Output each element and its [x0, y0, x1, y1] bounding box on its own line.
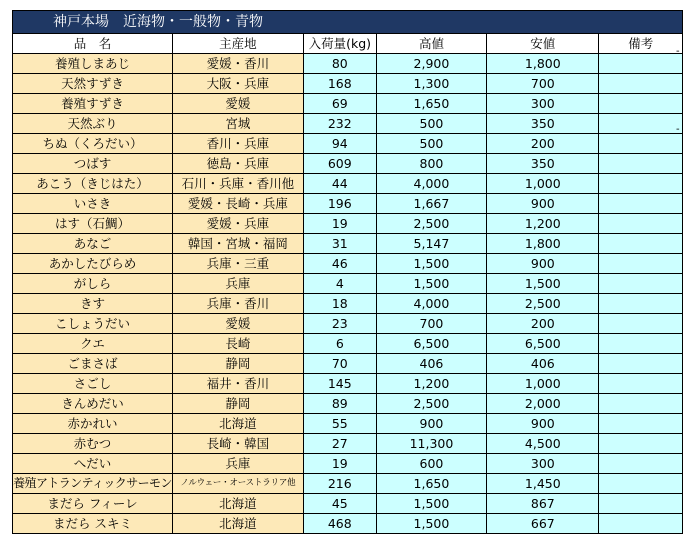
table-row	[13, 374, 683, 394]
cell-name: まだら スキミ	[13, 514, 173, 534]
cell-origin: 宮城	[172, 114, 303, 134]
cell-high-price: 1,200	[376, 374, 486, 394]
cell-note	[599, 414, 683, 434]
cell-qty: 4	[303, 274, 376, 294]
cell-qty: 168	[303, 74, 376, 94]
table-row	[13, 154, 683, 174]
cell-low-price: 1,800	[487, 234, 599, 254]
table-row	[13, 134, 683, 154]
cell-origin: 大阪・兵庫	[172, 74, 303, 94]
cell-low-price: 1,200	[487, 214, 599, 234]
table-row	[13, 414, 683, 434]
sheet-title: 神戸本場 近海物・一般物・青物	[13, 11, 683, 34]
cell-origin: 石川・兵庫・香川他	[172, 174, 303, 194]
table-row	[13, 74, 683, 94]
cell-high-price: 4,000	[376, 174, 486, 194]
cell-note	[599, 294, 683, 314]
cell-note	[599, 354, 683, 374]
cell-name: ごまさば	[13, 354, 173, 374]
cell-qty: 80	[303, 54, 376, 74]
cell-note	[599, 434, 683, 454]
cell-origin: 静岡	[172, 394, 303, 414]
cell-note	[599, 314, 683, 334]
cell-low-price: 867	[487, 494, 599, 514]
cell-origin: 韓国・宮城・福岡	[172, 234, 303, 254]
header-note: 備考	[599, 34, 683, 54]
cell-low-price: 300	[487, 454, 599, 474]
cell-note	[599, 374, 683, 394]
table-row	[13, 174, 683, 194]
cell-name: へだい	[13, 454, 173, 474]
cell-high-price: 406	[376, 354, 486, 374]
cell-name: はす（石鯛）	[13, 214, 173, 234]
cell-high-price: 900	[376, 414, 486, 434]
cell-low-price: 667	[487, 514, 599, 534]
cell-note	[599, 94, 683, 114]
cell-note	[599, 114, 683, 134]
cell-high-price: 500	[376, 114, 486, 134]
cell-qty: 55	[303, 414, 376, 434]
cell-name: ちぬ（くろだい）	[13, 134, 173, 154]
cell-qty: 23	[303, 314, 376, 334]
table-row	[13, 334, 683, 354]
cell-name: クエ	[13, 334, 173, 354]
cell-name: 養殖すずき	[13, 94, 173, 114]
cell-qty: 46	[303, 254, 376, 274]
cell-name: 天然すずき	[13, 74, 173, 94]
cell-origin: 愛媛	[172, 314, 303, 334]
table-row	[13, 254, 683, 274]
title-row	[13, 11, 683, 34]
cell-note	[599, 154, 683, 174]
cell-origin: 北海道	[172, 494, 303, 514]
table-row	[13, 234, 683, 254]
cell-name: きす	[13, 294, 173, 314]
table-row	[13, 314, 683, 334]
cell-qty: 69	[303, 94, 376, 114]
cell-note	[599, 54, 683, 74]
cell-origin: 愛媛・長崎・兵庫	[172, 194, 303, 214]
table-row	[13, 354, 683, 374]
cell-low-price: 900	[487, 254, 599, 274]
header-low: 安値	[487, 34, 599, 54]
table-row	[13, 394, 683, 414]
cell-origin: 長崎・韓国	[172, 434, 303, 454]
cell-low-price: 1,450	[487, 474, 599, 494]
cell-origin: 長崎	[172, 334, 303, 354]
cell-qty: 44	[303, 174, 376, 194]
cell-origin: 愛媛・香川	[172, 54, 303, 74]
header-qty: 入荷量(kg)	[303, 34, 376, 54]
cell-name: つばす	[13, 154, 173, 174]
cell-name: 養殖アトランティックサーモン	[13, 474, 173, 494]
cell-qty: 70	[303, 354, 376, 374]
table-row	[13, 474, 683, 494]
table-row	[13, 114, 683, 134]
cell-note	[599, 334, 683, 354]
cell-low-price: 6,500	[487, 334, 599, 354]
cell-name: きんめだい	[13, 394, 173, 414]
cell-qty: 216	[303, 474, 376, 494]
cell-high-price: 6,500	[376, 334, 486, 354]
price-sheet	[12, 10, 683, 534]
cell-note	[599, 254, 683, 274]
header-row	[13, 34, 683, 54]
cell-name: さごし	[13, 374, 173, 394]
cell-note	[599, 514, 683, 534]
cell-high-price: 2,500	[376, 394, 486, 414]
cell-high-price: 800	[376, 154, 486, 174]
cell-high-price: 1,500	[376, 494, 486, 514]
cell-note	[599, 74, 683, 94]
cell-origin: 北海道	[172, 514, 303, 534]
table-row	[13, 454, 683, 474]
cell-qty: 145	[303, 374, 376, 394]
table-row	[13, 274, 683, 294]
cell-note	[599, 194, 683, 214]
cell-name: まだら フィーレ	[13, 494, 173, 514]
table-row	[13, 94, 683, 114]
side-mark: -	[676, 46, 680, 57]
cell-qty: 6	[303, 334, 376, 354]
cell-high-price: 2,500	[376, 214, 486, 234]
cell-low-price: 200	[487, 134, 599, 154]
table-row	[13, 514, 683, 534]
cell-high-price: 1,667	[376, 194, 486, 214]
cell-high-price: 5,147	[376, 234, 486, 254]
cell-low-price: 300	[487, 94, 599, 114]
header-origin: 主産地	[172, 34, 303, 54]
cell-qty: 94	[303, 134, 376, 154]
cell-name: がしら	[13, 274, 173, 294]
cell-low-price: 2,500	[487, 294, 599, 314]
cell-origin: 兵庫・香川	[172, 294, 303, 314]
table-row	[13, 494, 683, 514]
cell-name: あかしたびらめ	[13, 254, 173, 274]
cell-high-price: 1,650	[376, 474, 486, 494]
cell-note	[599, 134, 683, 154]
cell-qty: 31	[303, 234, 376, 254]
cell-note	[599, 214, 683, 234]
header-name: 品 名	[13, 34, 173, 54]
cell-name: いさき	[13, 194, 173, 214]
cell-high-price: 1,500	[376, 254, 486, 274]
cell-origin: 兵庫	[172, 274, 303, 294]
cell-qty: 609	[303, 154, 376, 174]
header-high: 高値	[376, 34, 486, 54]
table-row	[13, 54, 683, 74]
cell-low-price: 350	[487, 114, 599, 134]
cell-high-price: 700	[376, 314, 486, 334]
cell-high-price: 1,650	[376, 94, 486, 114]
cell-origin: 静岡	[172, 354, 303, 374]
cell-name: あこう（きじはた）	[13, 174, 173, 194]
cell-qty: 89	[303, 394, 376, 414]
cell-high-price: 11,300	[376, 434, 486, 454]
cell-qty: 45	[303, 494, 376, 514]
cell-high-price: 1,300	[376, 74, 486, 94]
cell-high-price: 1,500	[376, 274, 486, 294]
table-row	[13, 194, 683, 214]
cell-name: 赤かれい	[13, 414, 173, 434]
cell-note	[599, 234, 683, 254]
cell-origin: 愛媛	[172, 94, 303, 114]
cell-high-price: 1,500	[376, 514, 486, 534]
cell-qty: 27	[303, 434, 376, 454]
cell-origin: 徳島・兵庫	[172, 154, 303, 174]
cell-note	[599, 174, 683, 194]
cell-name: 養殖しまあじ	[13, 54, 173, 74]
cell-low-price: 1,000	[487, 374, 599, 394]
cell-note	[599, 394, 683, 414]
cell-origin: 兵庫	[172, 454, 303, 474]
cell-origin: ノルウェー・オーストラリア他	[172, 474, 303, 494]
cell-note	[599, 474, 683, 494]
cell-low-price: 406	[487, 354, 599, 374]
table-row	[13, 434, 683, 454]
cell-low-price: 350	[487, 154, 599, 174]
cell-low-price: 1,000	[487, 174, 599, 194]
cell-low-price: 200	[487, 314, 599, 334]
cell-low-price: 1,800	[487, 54, 599, 74]
cell-name: 天然ぶり	[13, 114, 173, 134]
cell-origin: 香川・兵庫	[172, 134, 303, 154]
table-row	[13, 214, 683, 234]
cell-qty: 196	[303, 194, 376, 214]
cell-qty: 19	[303, 214, 376, 234]
cell-name: 赤むつ	[13, 434, 173, 454]
cell-origin: 愛媛・兵庫	[172, 214, 303, 234]
cell-high-price: 500	[376, 134, 486, 154]
cell-low-price: 900	[487, 414, 599, 434]
cell-qty: 468	[303, 514, 376, 534]
cell-origin: 兵庫・三重	[172, 254, 303, 274]
cell-origin: 北海道	[172, 414, 303, 434]
cell-qty: 19	[303, 454, 376, 474]
cell-origin: 福井・香川	[172, 374, 303, 394]
cell-note	[599, 494, 683, 514]
cell-note	[599, 454, 683, 474]
market-price-table	[12, 10, 683, 534]
cell-high-price: 4,000	[376, 294, 486, 314]
cell-qty: 18	[303, 294, 376, 314]
cell-low-price: 1,500	[487, 274, 599, 294]
cell-high-price: 600	[376, 454, 486, 474]
cell-high-price: 2,900	[376, 54, 486, 74]
cell-name: こしょうだい	[13, 314, 173, 334]
table-row	[13, 294, 683, 314]
cell-name: あなご	[13, 234, 173, 254]
cell-note	[599, 274, 683, 294]
side-mark: -	[676, 124, 680, 135]
cell-low-price: 2,000	[487, 394, 599, 414]
cell-low-price: 4,500	[487, 434, 599, 454]
cell-qty: 232	[303, 114, 376, 134]
cell-low-price: 700	[487, 74, 599, 94]
cell-low-price: 900	[487, 194, 599, 214]
